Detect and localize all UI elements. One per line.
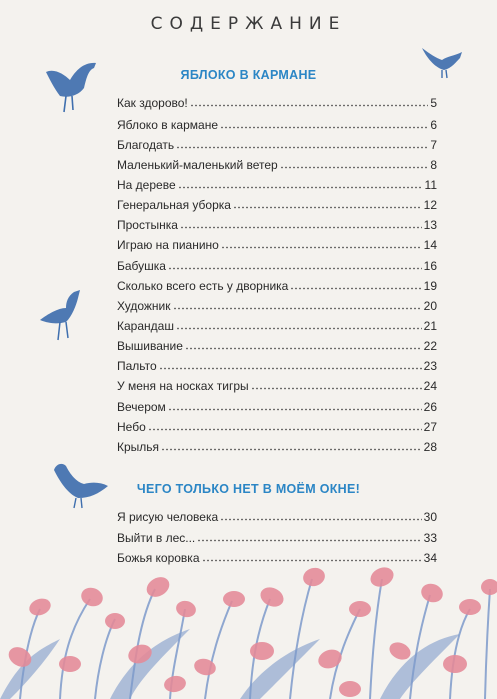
toc-entry-page: 22 [423,339,437,353]
dot-leader [178,186,423,189]
toc-entry-title: Художник [117,299,171,313]
toc-entry [117,508,437,524]
toc-entry-title: Бабушка [117,259,166,273]
toc-entry [117,418,437,434]
toc-entry-title: Выйти в лес... [117,531,196,545]
dot-leader [168,408,422,411]
toc-entry-page: 19 [423,279,437,293]
toc-entry [117,297,437,313]
bird-top-left-illustration [40,58,104,114]
toc-entry [117,438,437,454]
dot-leader [220,126,428,129]
toc-entry [117,176,437,192]
toc-entry-page: 5 [430,96,437,110]
toc-entry-title: Пальто [117,359,157,373]
toc-entry-page: 12 [423,198,437,212]
toc-entry [117,277,437,293]
tulip-flowers-illustration [0,539,497,699]
dot-leader [251,387,422,390]
toc-entry [117,377,437,393]
toc-entry-title: Сколько всего есть у дворника [117,279,289,293]
toc-entry [117,317,437,333]
toc-entry-page: 7 [430,138,437,152]
toc-entry-title: Маленький-маленький ветер [117,158,278,172]
dot-leader [159,367,422,370]
toc-entry-title: Простынка [117,218,178,232]
section-heading: ЧЕГО ТОЛЬКО НЕТ В МОЁМ ОКНЕ! [136,482,361,496]
toc-entry-page: 34 [423,551,437,565]
toc-entry [117,196,437,212]
dot-leader [190,104,429,107]
dot-leader [173,307,422,310]
dot-leader [168,267,422,270]
toc-entry-title: Как здорово! [117,96,188,110]
dot-leader [221,246,422,249]
dot-leader [233,206,422,209]
toc-entry-page: 20 [423,299,437,313]
toc-entry-title: Вышивание [117,339,183,353]
toc-entry-title: На дереве [117,178,176,192]
toc-entry-page: 21 [423,319,437,333]
toc-entry-page: 11 [424,178,437,192]
toc-entry-title: Небо [117,420,146,434]
dot-leader [290,287,421,290]
toc-entry-title: У меня на носках тигры [117,379,249,393]
toc-entry-title: Божья коровка [117,551,200,565]
toc-entry-page: 30 [423,510,437,524]
toc-entry-title: Карандаш [117,319,174,333]
toc-entry [117,116,437,132]
toc-entry [117,257,437,273]
toc-entry-title: Благодать [117,138,175,152]
bird-middle-left-illustration [36,286,86,342]
toc-entry-page: 16 [423,259,437,273]
toc-entry [117,398,437,414]
page-title: СОДЕРЖАНИЕ [150,14,347,34]
toc-entry [117,94,437,110]
dot-leader [176,146,428,149]
toc-entry-title: Генеральная уборка [117,198,231,212]
dot-leader [185,347,422,350]
toc-entry-page: 24 [423,379,437,393]
toc-entry [117,337,437,353]
toc-entry-title: Крылья [117,440,160,454]
toc-entry-title: Яблоко в кармане [117,118,218,132]
toc-entry-page: 14 [423,238,437,252]
toc-entry [117,357,437,373]
toc-entry-page: 8 [430,158,437,172]
dot-leader [220,518,421,521]
toc-entry-page: 23 [423,359,437,373]
toc-entry-title: Играю на пианино [117,238,219,252]
toc-entry-page: 6 [430,118,437,132]
toc-entry-page: 26 [423,400,437,414]
toc-entry [117,136,437,152]
dot-leader [180,226,422,229]
section-heading: ЯБЛОКО В КАРМАНЕ [180,68,317,82]
dot-leader [148,428,422,431]
toc-entry [117,236,437,252]
toc-entry [117,216,437,232]
dot-leader [161,448,422,451]
toc-entry-title: Вечером [117,400,166,414]
toc-entry-page: 28 [423,440,437,454]
dot-leader [176,327,422,330]
toc-entry-page: 33 [423,531,437,545]
toc-entry-title: Я рисую человека [117,510,219,524]
dot-leader [280,166,429,169]
toc-entry-page: 27 [423,420,437,434]
toc-entry [117,156,437,172]
toc-entry-page: 13 [423,218,437,232]
